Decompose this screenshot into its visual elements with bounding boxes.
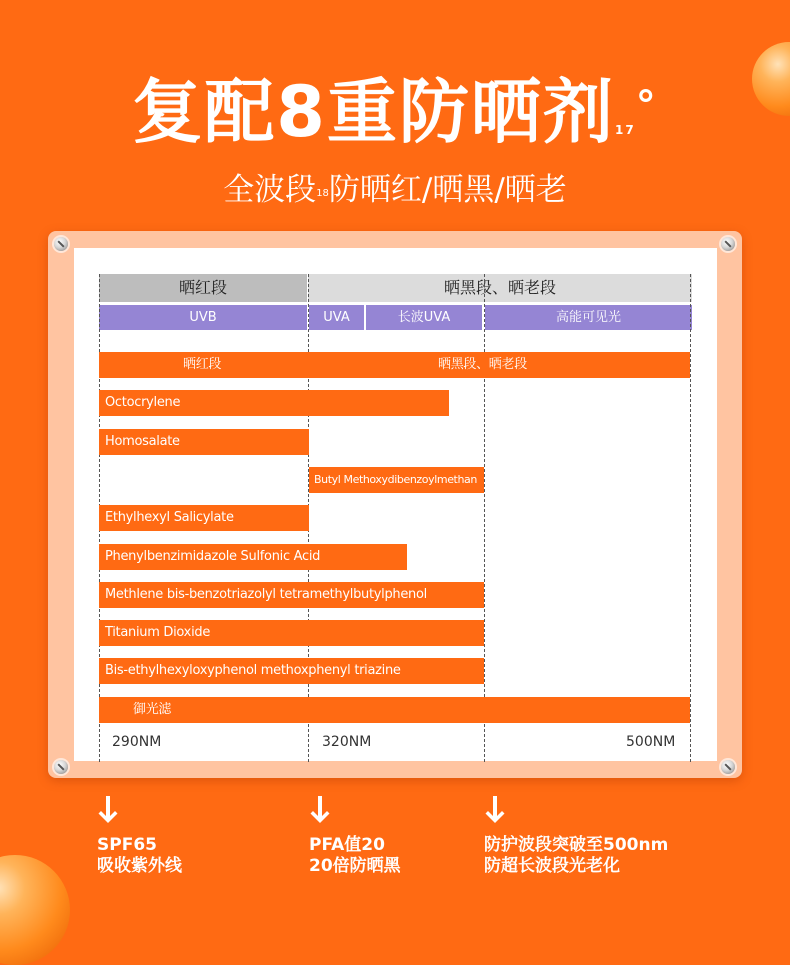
bar-7 — [99, 620, 484, 646]
subtitle-text: 防晒红/晒黑/晒老 — [328, 172, 567, 208]
band-header-tanning-aging: 晒黑段、晒老段 — [308, 274, 692, 302]
band-sub-uva: UVA — [309, 305, 364, 330]
page-title — [0, 64, 790, 160]
decorative-orange-ball — [0, 855, 70, 965]
page-subtitle — [0, 168, 790, 212]
title-degree: ° — [635, 83, 658, 129]
footer-range-desc: 防超长波段光老化 — [484, 856, 620, 876]
bar-label: 晒红段 — [183, 357, 222, 372]
screw-icon — [54, 237, 68, 251]
bar-5 — [99, 544, 407, 570]
footer-pfa-desc: 20倍防晒黑 — [309, 856, 401, 876]
bar-2 — [99, 429, 309, 455]
bar-8 — [99, 658, 484, 684]
footer-pfa-value: PFA值20 — [309, 835, 385, 855]
bar-label: Phenylbenzimidazole Sulfonic Acid — [105, 548, 321, 564]
bar-label: 御光滤 — [133, 701, 172, 717]
screw-icon — [721, 760, 735, 774]
band-sub-long-uva: 长波UVA — [366, 305, 482, 330]
bar-label: Ethylhexyl Salicylate — [105, 510, 234, 526]
x-tick-label: 500NM — [626, 734, 676, 750]
arrow-down-icon — [309, 796, 331, 826]
footer-spf — [97, 835, 182, 877]
bar-label: Bis-ethylhexyloxyphenol methoxphenyl triazine — [105, 663, 401, 679]
title-footnote: 17 — [615, 123, 636, 137]
x-tick-label: 320NM — [322, 734, 372, 750]
bar-1 — [99, 390, 449, 416]
bar-label: Homosalate — [105, 433, 180, 449]
bar-6 — [99, 582, 484, 608]
arrow-down-icon — [97, 796, 119, 826]
footer-range-value: 防护波段突破至500nm — [484, 835, 669, 855]
bar-label: Methlene bis-benzotriazolyl tetramethylbutylphenol — [105, 586, 427, 602]
arrow-down-icon — [484, 796, 506, 826]
bar-0 — [99, 352, 690, 378]
bar-3 — [309, 467, 484, 493]
bar-label: Octocrylene — [105, 395, 181, 411]
footer-spf-value: SPF65 — [97, 835, 157, 855]
screw-icon — [721, 237, 735, 251]
subtitle-text: 全波段 — [223, 172, 317, 208]
x-tick-label: 290NM — [112, 734, 162, 750]
footer-range — [484, 835, 668, 877]
bar-label: 晒黑段、晒老段 — [438, 357, 527, 372]
subtitle-footnote: 18 — [316, 188, 329, 199]
bar-label: Titanium Dioxide — [105, 625, 211, 641]
title-text: 复配8重防晒剂 — [132, 71, 615, 153]
screw-icon — [54, 760, 68, 774]
band-sub-visible-light: 高能可见光 — [485, 305, 692, 330]
grid-divider — [690, 274, 691, 762]
bar-9 — [99, 697, 690, 723]
bar-label: Butyl Methoxydibenzoylmethan — [314, 472, 477, 486]
footer-spf-desc: 吸收紫外线 — [97, 856, 182, 876]
footer-pfa — [309, 835, 401, 877]
band-sub-uvb: UVB — [99, 305, 307, 330]
grid-divider — [484, 274, 485, 762]
bar-4 — [99, 505, 309, 531]
band-header-erythema: 晒红段 — [99, 274, 307, 302]
